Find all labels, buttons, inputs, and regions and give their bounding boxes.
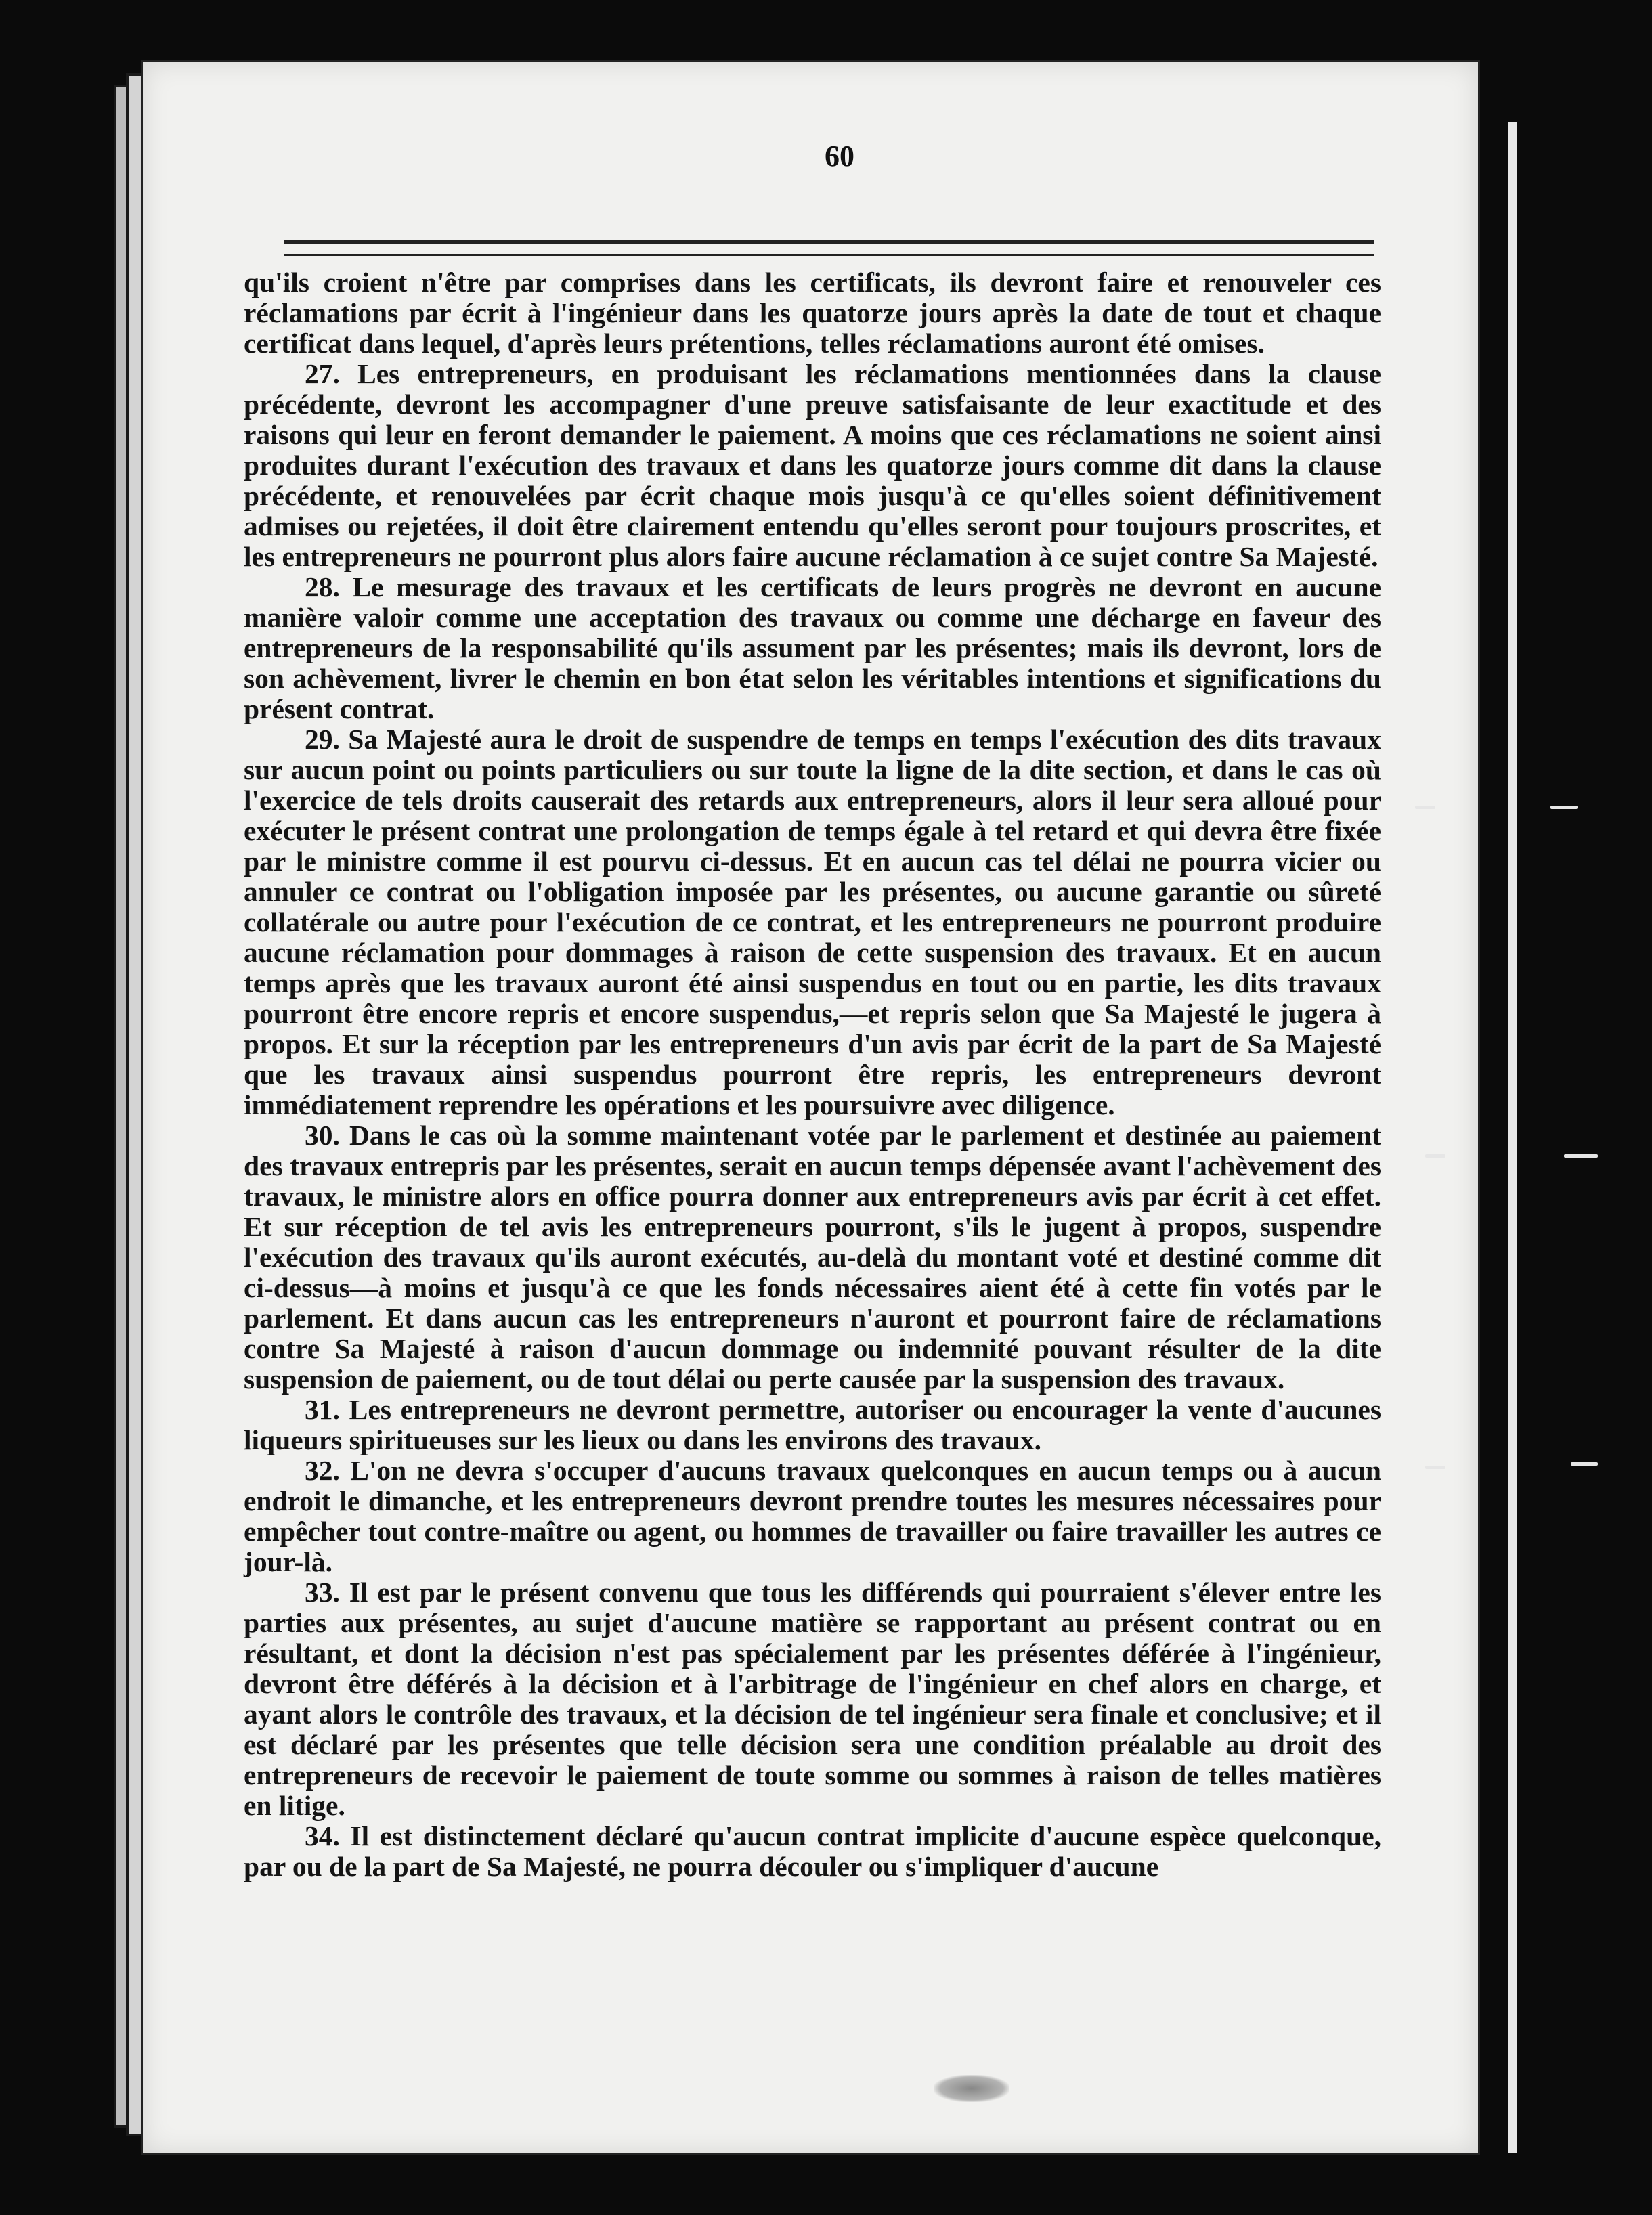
facing-page-edge bbox=[1508, 122, 1517, 2153]
article-29: 29. Sa Majesté aura le droit de suspendre de temps en temps l'exécution des dits travaux sur aucun point ou points particuliers ou sur toute la ligne de la dite section, et dans le cas où l'exercice de tels droits causerait des retards aux entrepreneurs, alors il leur sera alloué pour exécuter le présent contrat une prolongation de temps égale à tel retard et qui devra être fixée par le ministre comme il est pourvu ci-dessus. Et en aucun cas tel délai ne pourra vicier ou annuler ce contrat ou l'obligation imposée par les présentes, ou aucune garantie ou sûreté collatérale ou autre pour l'exécution de ce contrat, et les entrepreneurs ne pourront produire aucune réclamation pour dommages à raison de cette suspension des travaux. Et en aucun temps après que les travaux auront été ainsi suspendus en tout ou en partie, les dits travaux pourront être encore repris et encore suspendus,—et repris selon que Sa Majesté le jugera à propos. Et sur la réception par les entrepreneurs d'un avis par écrit de la part de Sa Majesté que les travaux ainsi suspendus pourront être repris, les entrepreneurs devront immédiatement reprendre les opérations et les poursuivre avec diligence. bbox=[244, 724, 1381, 1120]
paragraph: qu'ils croient n'être par comprises dans les certificats, ils devront faire et renouveler ces réclamations par écrit à l'ingénieur dans les quatorze jours après la date de tout et chaque certificat dans lequel, d'après leurs prétentions, telles réclamations auront été omises. bbox=[244, 267, 1381, 359]
margin-mark bbox=[1564, 1154, 1598, 1158]
article-31: 31. Les entrepreneurs ne devront permettre, autoriser ou encourager la vente d'aucunes liqueurs spiritueuses sur les lieux ou dans les environs des travaux. bbox=[244, 1394, 1381, 1455]
ink-blot bbox=[934, 2075, 1009, 2102]
margin-mark bbox=[1425, 1466, 1446, 1469]
article-34: 34. Il est distinctement déclaré qu'aucun contrat implicite d'aucune espèce quelconque, par ou de la part de Sa Majesté, ne pourra découler ou s'impliquer d'aucune bbox=[244, 1820, 1381, 1882]
header-rule bbox=[284, 240, 1374, 244]
article-27: 27. Les entrepreneurs, en produisant les réclamations mentionnées dans la clause précédente, devront les accompagner d'une preuve satisfaisante de leur exactitude et des raisons qui leur en feront demander le paiement. A moins que ces réclamations ne soient ainsi produites durant l'exécution des travaux et dans les quatorze jours comme dit dans la clause précédente, et renouvelées par écrit chaque mois jusqu'à ce qu'elles soient définitivement admises ou rejetées, il doit être clairement entendu qu'elles seront pour toujours proscrites, et les entrepreneurs ne pourront plus alors faire aucune réclamation à ce sujet contre Sa Majesté. bbox=[244, 358, 1381, 572]
margin-mark bbox=[1550, 806, 1578, 809]
article-33: 33. Il est par le présent convenu que tous les différends qui pourraient s'élever entre les parties aux présentes, au sujet d'aucune matière se rapportant au présent contrat ou en résultant, et dont la décision n'est pas spécialement par les présentes déférée à l'ingénieur, devront être déférés à la décision et à l'arbitrage de l'ingénieur en chef alors en charge, et ayant alors le contrôle des travaux, et la décision de tel ingénieur sera finale et conclusive; et il est déclaré par les présentes que telle décision sera une condition préalable au droit des entrepreneurs de recevoir le paiement de toute somme ou sommes à raison de telles matières en litige. bbox=[244, 1577, 1381, 1821]
header-rule-thin bbox=[284, 254, 1374, 256]
margin-mark bbox=[1425, 1154, 1446, 1158]
article-28: 28. Le mesurage des travaux et les certificats de leurs progrès ne devront en aucune manière valoir comme une acceptation des travaux ou comme une décharge en faveur des entrepreneurs de la responsabilité qu'ils assument par les présentes; mais ils devront, lors de son achèvement, livrer le chemin en bon état selon les véritables intentions et significations du présent contrat. bbox=[244, 571, 1381, 724]
margin-mark bbox=[1571, 1462, 1598, 1466]
margin-mark bbox=[1415, 806, 1435, 809]
article-30: 30. Dans le cas où la somme maintenant votée par le parlement et destinée au paiement des travaux entrepris par les présentes, serait en aucun temps dépensée avant l'achèvement des travaux, le ministre alors en office pourra donner aux entrepreneurs avis par écrit à cet effet. Et sur réception de tel avis les entrepreneurs pourront, s'ils le jugent à propos, suspendre l'exécution des travaux qu'ils auront exécutés, au-delà du montant voté et destiné comme dit ci-dessus—à moins et jusqu'à ce que les fonds nécessaires aient été à cette fin votés par le parlement. Et dans aucun cas les entrepreneurs n'auront et pourront faire de réclamations contre Sa Majesté à raison d'aucun dommage ou indemnité pouvant résulter de la dite suspension de paiement, ou de tout délai ou perte causée par la suspension des travaux. bbox=[244, 1120, 1381, 1395]
body-text bbox=[244, 267, 1381, 1882]
page-number: 60 bbox=[825, 139, 854, 173]
article-32: 32. L'on ne devra s'occuper d'aucuns travaux quelconques en aucun temps ou à aucun endroit le dimanche, et les entrepreneurs devront prendre toutes les mesures nécessaires pour empêcher tout contre-maître ou agent, ou hommes de travailler ou faire travailler les autres ce jour-là. bbox=[244, 1455, 1381, 1577]
